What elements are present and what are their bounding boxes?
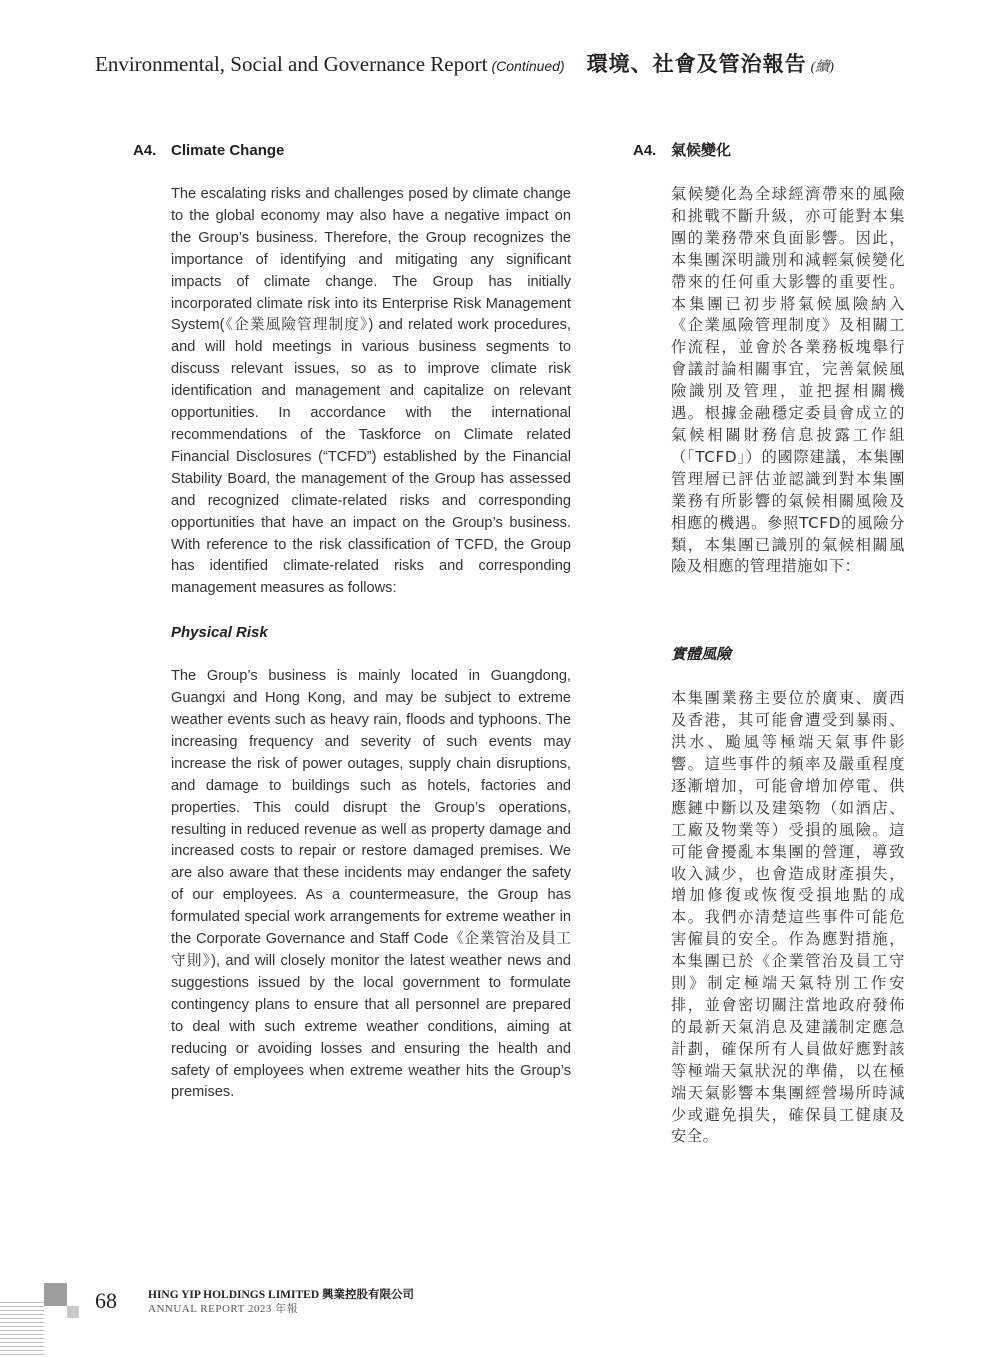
subheading-physical-risk-en: Physical Risk	[171, 624, 268, 642]
page-footer	[0, 1280, 1000, 1357]
section-heading-zh	[633, 140, 905, 162]
section-number-en: A4.	[133, 142, 157, 159]
running-header	[95, 48, 915, 78]
section-title-en: Climate Change	[171, 142, 285, 159]
physical-risk-paragraph-en: The Group’s business is mainly located in Guangdong, Guangxi and Hong Kong, and may be subject to extreme weather events such as heavy rain, floods and typhoons. The increasing frequency and severity of such events may increase the risk of power outages, supply chain disruptions, and damage to buildings such as hotels, factories and properties. This could disrupt the Group’s operations, resulting in reduced revenue as well as property damage and increased costs to repair or restore damaged premises. We are also aware that these incidents may endanger the safety of our employees. As a countermeasure, the Group has formulated special work arrangements for extreme weather in the Corporate Governance and Staff Code《企業管治及員工守則》), and will closely monitor the latest weather news and suggestions issued by the local government to formulate contingency plans to ensure that all personnel are prepared to deal with such extreme weather conditions, aiming at reducing or avoiding losses and ensuring the health and safety of employees when extreme weather hits the Group’s premises.	[171, 668, 571, 1101]
section-heading-en	[133, 140, 573, 162]
company-name: HING YIP HOLDINGS LIMITED 興業控股有限公司	[148, 1289, 415, 1301]
intro-paragraph-zh: 氣候變化為全球經濟帶來的風險和挑戰不斷升級，亦可能對本集團的業務帶來負面影響。因此，本集團深明識別和減輕氣候變化帶來的任何重大影響的重要性。本集團已初步將氣候風險納入《企業風險管理制度》及相關工作流程，並會於各業務板塊舉行會議討論相關事宜，完善氣候風險識別及管理，並把握相關機遇。根據金融穩定委員會成立的氣候相關財務信息披露工作組（「TCFD」）的國際建議，本集團管理層已評估並認識到對本集團業務有所影響的氣候相關風險及相應的機遇。參照TCFD的風險分類，本集團已識別的氣候相關風險及相應的管理措施如下：	[671, 185, 905, 576]
footer-small-square-decoration	[67, 1306, 79, 1318]
header-continued-zh: (續)	[810, 60, 834, 75]
intro-paragraph-en: The escalating risks and challenges posed by climate change to the global economy may also have a negative impact on the Group’s business. Therefore, the Group recognizes the importance of identifying and mitigating any significant impacts of climate change. The Group has initially incorporated climate risk into its Enterprise Risk Management System(《企業風險管理制度》) and related work procedures, and will hold meetings in various business segments to discuss relevant issues, so as to improve climate risk identification and management and capitalize on relevant opportunities. In accordance with the international recommendations of the Taskforce on Climate related Financial Disclosures (“TCFD”) established by the Financial Stability Board, the management of the Group has assessed and recognized climate-related risks and corresponding opportunities that have an impact on the Group’s business. With reference to the risk classification of TCFD, the Group has identified climate-related risks and corresponding management measures as follows:	[171, 186, 571, 597]
footer-stripes-decoration	[0, 1302, 44, 1357]
section-number-zh: A4.	[633, 142, 657, 159]
chinese-column	[633, 140, 905, 1148]
header-title-zh: 環境、社會及管治報告	[586, 52, 807, 76]
header-title-en: Environmental, Social and Governance Report	[95, 52, 488, 76]
section-title-zh: 氣候變化	[671, 142, 732, 159]
footer-square-decoration	[44, 1283, 67, 1306]
page-number: 68	[95, 1288, 117, 1313]
header-continued-en: (Continued)	[491, 58, 565, 74]
english-column	[133, 140, 573, 1104]
physical-risk-paragraph-zh: 本集團業務主要位於廣東、廣西及香港，其可能會遭受到暴雨、洪水、颱風等極端天氣事件影響。這些事件的頻率及嚴重程度逐漸增加，可能會增加停電、供應鏈中斷以及建築物（如酒店、工廠及物業等）受損的風險。這可能會擾亂本集團的營運，導致收入減少，也會造成財產損失，增加修復或恢復受損地點的成本。我們亦清楚這些事件可能危害僱員的安全。作為應對措施，本集團已於《企業管治及員工守則》制定極端天氣特別工作安排，並會密切關注當地政府發佈的最新天氣消息及建議制定應急計劃，確保所有人員做好應對該等極端天氣狀況的準備，以在極端天氣影響本集團經營場所時減少或避免損失，確保員工健康及安全。	[671, 689, 905, 1146]
subheading-physical-risk-zh: 實體風險	[671, 646, 732, 664]
report-name: ANNUAL REPORT 2023 年報	[148, 1303, 299, 1315]
